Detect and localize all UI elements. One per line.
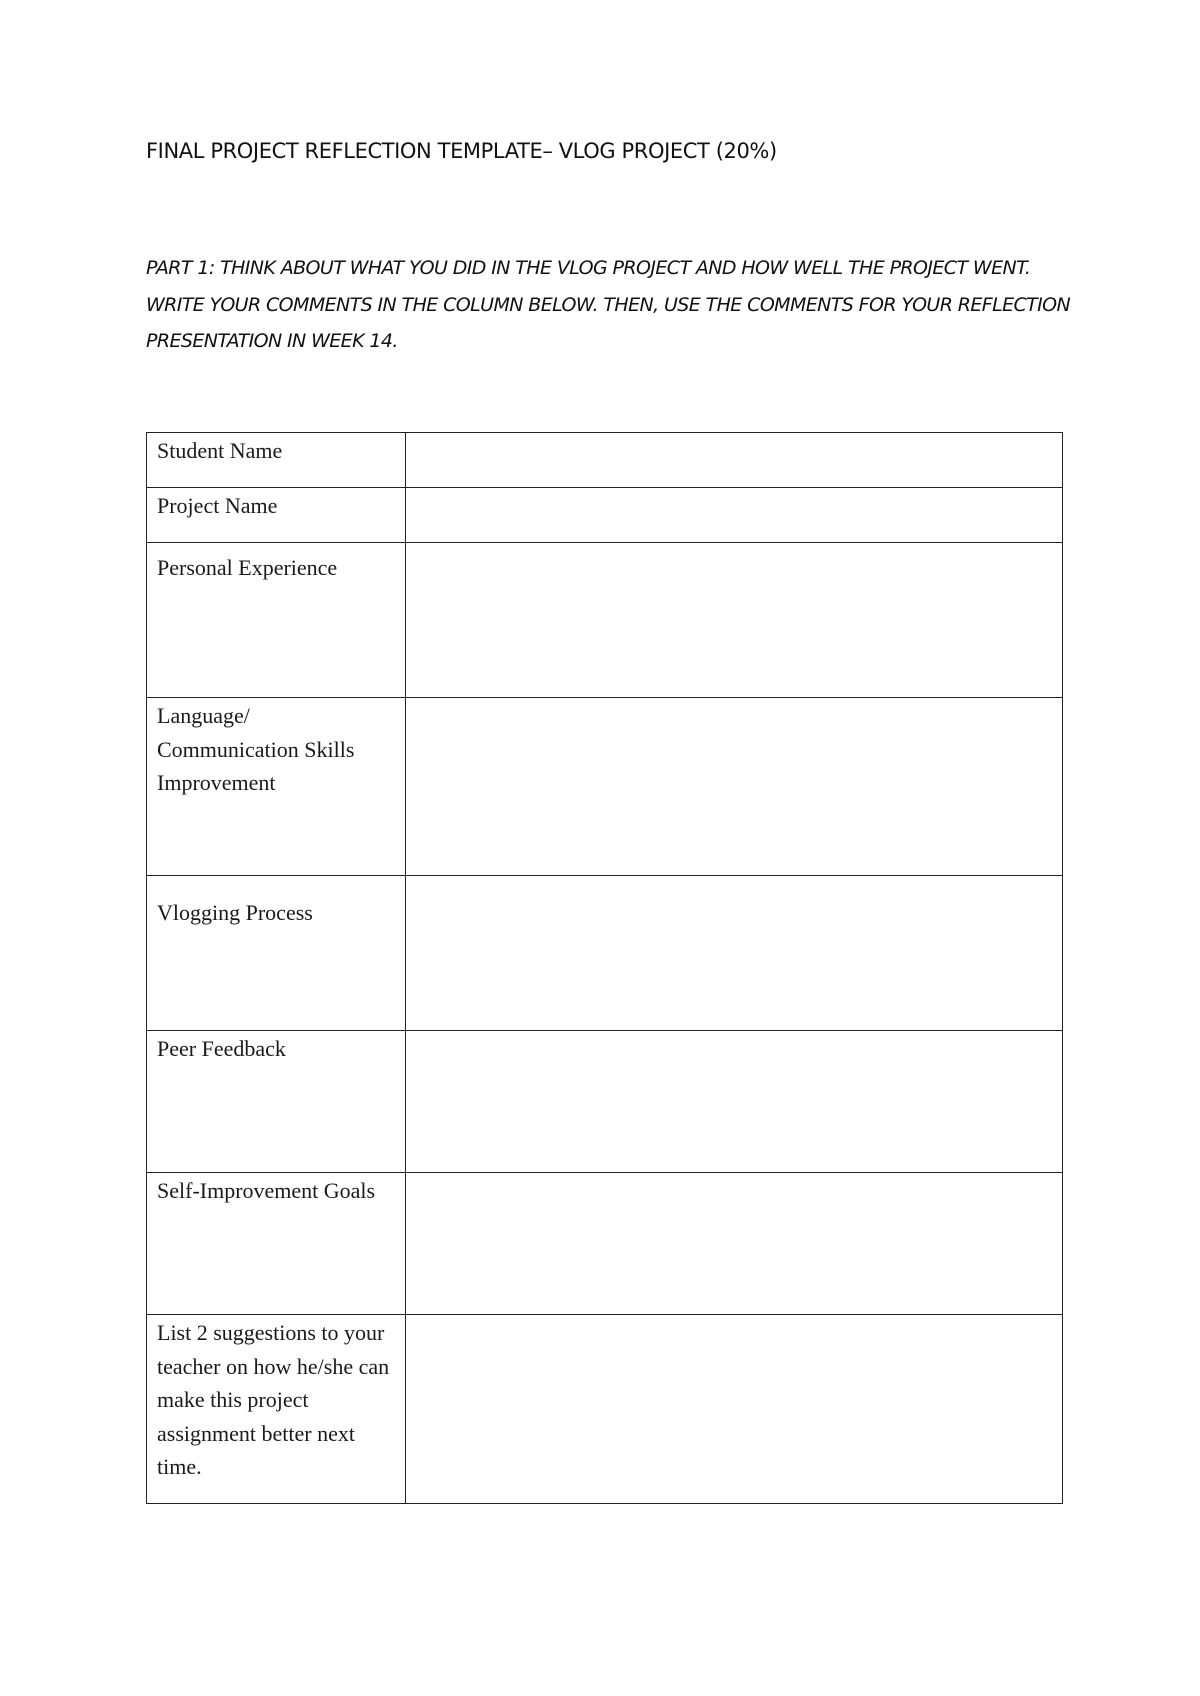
instructions-text: PART 1: THINK ABOUT WHAT YOU DID IN THE VLOG PROJECT AND HOW WELL THE PROJECT WENT. WRITE YOUR COMMENTS IN THE COLUMN BELOW. THEN, USE THE COMMENTS FOR YOUR REFLECTION PRESENTATION IN WEEK 14. <box>146 257 1071 352</box>
answer-cell-language-communication[interactable] <box>406 698 1063 876</box>
table-row <box>147 543 1063 698</box>
reflection-table <box>146 432 1063 1504</box>
table-row <box>147 488 1063 543</box>
answer-cell-peer-feedback[interactable] <box>406 1031 1063 1173</box>
row-label-vlogging-process: Vlogging Process <box>147 876 406 1031</box>
row-label-personal-experience: Personal Experience <box>147 543 406 698</box>
table-row <box>147 1173 1063 1315</box>
answer-cell-suggestions[interactable] <box>406 1315 1063 1504</box>
table-row <box>147 1031 1063 1173</box>
table-row <box>147 876 1063 1031</box>
table-row <box>147 1315 1063 1504</box>
row-label-project-name: Project Name <box>147 488 406 543</box>
row-label-student-name: Student Name <box>147 433 406 488</box>
page-title: FINAL PROJECT REFLECTION TEMPLATE– VLOG PROJECT (20%) <box>146 139 777 163</box>
table-row <box>147 698 1063 876</box>
answer-cell-personal-experience[interactable] <box>406 543 1063 698</box>
row-label-language-communication: Language/ Communication Skills Improvement <box>147 698 406 876</box>
answer-cell-self-improvement-goals[interactable] <box>406 1173 1063 1315</box>
row-label-peer-feedback: Peer Feedback <box>147 1031 406 1173</box>
answer-cell-project-name[interactable] <box>406 488 1063 543</box>
row-label-self-improvement-goals: Self-Improvement Goals <box>147 1173 406 1315</box>
answer-cell-student-name[interactable] <box>406 433 1063 488</box>
answer-cell-vlogging-process[interactable] <box>406 876 1063 1031</box>
row-label-suggestions: List 2 suggestions to your teacher on how he/she can make this project assignment better next time. <box>147 1315 406 1504</box>
table-row <box>147 433 1063 488</box>
